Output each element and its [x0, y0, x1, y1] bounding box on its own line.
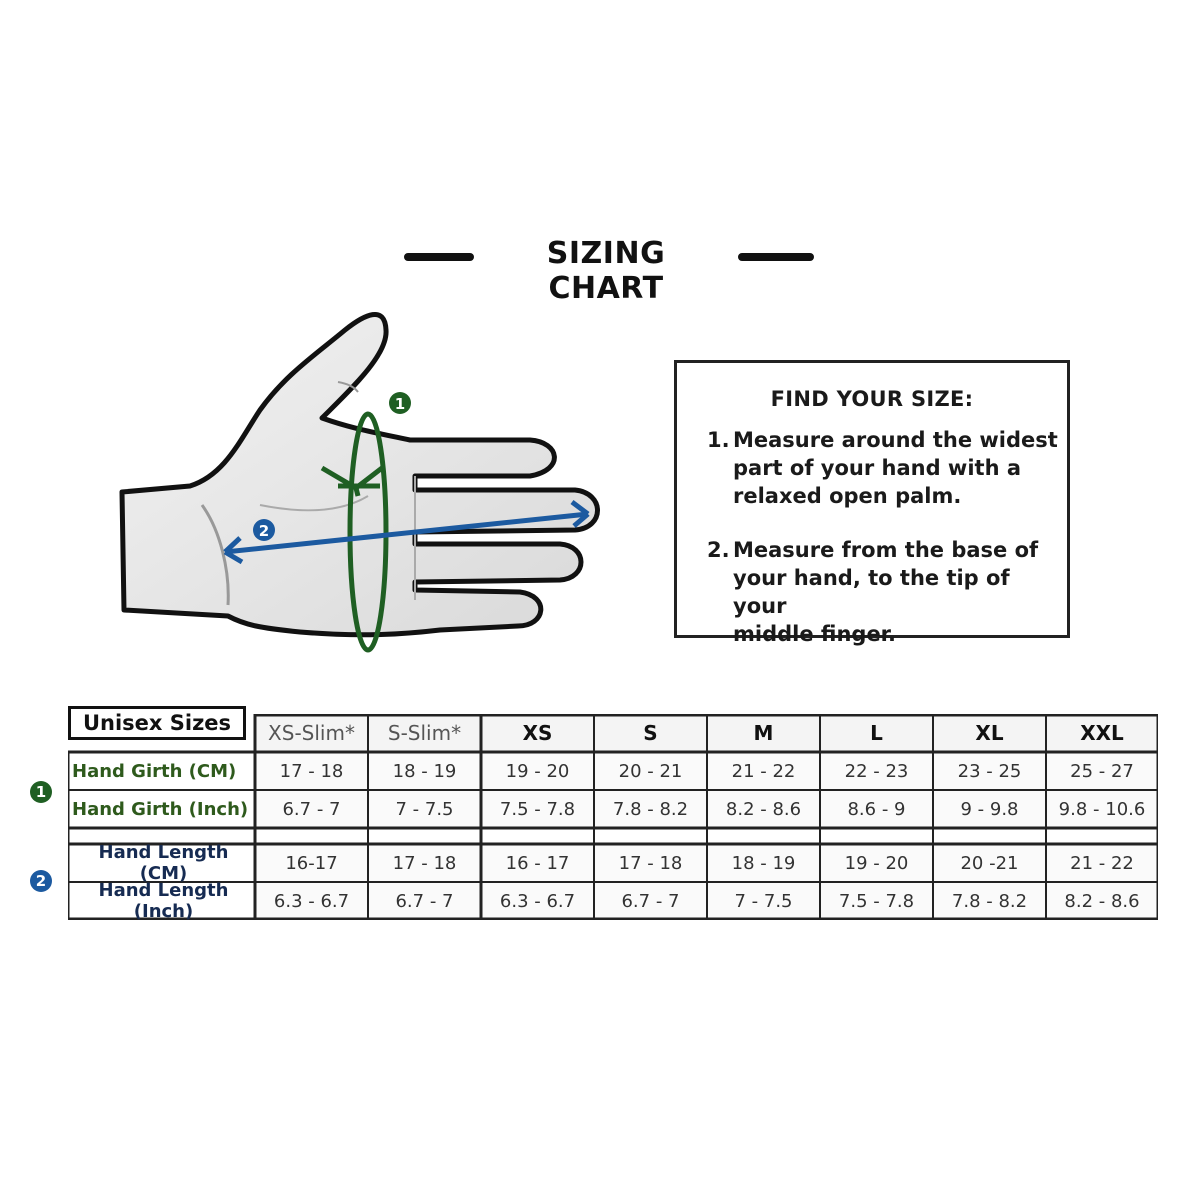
measurement-row-label: Hand Length (CM): [98, 842, 229, 884]
instructions-box: [674, 360, 1070, 646]
size-value-cell: 7.5 - 7.8: [499, 798, 576, 820]
size-value-cell: 17 - 18: [618, 852, 683, 874]
size-value-cell: 22 - 23: [844, 760, 909, 782]
instruction-step-2: [707, 536, 1057, 646]
step-number: 2.: [707, 538, 730, 562]
step-text: Measure from the base of your hand, to the tip of your middle finger.: [733, 538, 1039, 646]
title-decoration-right: [738, 253, 814, 261]
size-value-cell: 7 - 7.5: [734, 890, 793, 912]
size-value-cell: 16 - 17: [505, 852, 570, 874]
step-text: Measure around the widest part of your hand with a relaxed open palm.: [733, 428, 1058, 508]
size-column-header: M: [753, 721, 774, 745]
hand-outline: [122, 314, 598, 634]
size-value-cell: 20 - 21: [618, 760, 683, 782]
girth-marker-label: 1: [394, 395, 406, 413]
size-value-cell: 18 - 19: [392, 760, 457, 782]
girth-group-badge: 1: [30, 781, 52, 803]
size-value-cell: 8.2 - 8.6: [725, 798, 802, 820]
instruction-step-1: [707, 426, 1057, 516]
step-number: 1.: [707, 428, 730, 452]
title-decoration-left: [404, 253, 474, 261]
size-column-header: XS: [522, 721, 553, 745]
size-value-cell: 7 - 7.5: [395, 798, 454, 820]
size-value-cell: 25 - 27: [1070, 760, 1134, 782]
size-value-cell: 7.8 - 8.2: [951, 890, 1028, 912]
measurement-row-label: Hand Length (Inch): [98, 880, 229, 922]
size-value-cell: 6.7 - 7: [395, 890, 454, 912]
page-title: SIZING CHART: [546, 236, 666, 306]
size-value-cell: 21 - 22: [1070, 852, 1134, 874]
size-value-cell: 7.8 - 8.2: [612, 798, 689, 820]
size-value-cell: 8.6 - 9: [847, 798, 906, 820]
size-column-header: L: [870, 721, 883, 745]
size-table: [68, 714, 1158, 920]
measurement-row-label: Hand Girth (Inch): [72, 798, 249, 820]
instructions-heading: FIND YOUR SIZE:: [770, 387, 974, 411]
hand-measurement-diagram: [110, 300, 610, 660]
size-value-cell: 8.2 - 8.6: [1064, 890, 1140, 912]
size-column-header: XL: [975, 721, 1004, 745]
size-value-cell: 19 - 20: [505, 760, 570, 782]
size-value-cell: 6.7 - 7: [282, 798, 341, 820]
size-column-header: XS-Slim*: [268, 721, 355, 745]
table-header-label: Unisex Sizes: [68, 706, 246, 740]
size-value-cell: 6.3 - 6.7: [273, 890, 350, 912]
length-group-badge: 2: [30, 870, 52, 892]
length-marker-label: 2: [258, 522, 270, 540]
size-value-cell: 23 - 25: [957, 760, 1022, 782]
size-column-header: S: [643, 721, 658, 745]
size-value-cell: 6.3 - 6.7: [499, 890, 576, 912]
size-column-header: S-Slim*: [387, 721, 462, 745]
size-value-cell: 9.8 - 10.6: [1058, 798, 1146, 820]
size-value-cell: 18 - 19: [731, 852, 796, 874]
size-value-cell: 17 - 18: [392, 852, 457, 874]
size-value-cell: 7.5 - 7.8: [838, 890, 915, 912]
size-value-cell: 16-17: [285, 852, 338, 874]
measurement-row-label: Hand Girth (CM): [72, 760, 237, 782]
size-value-cell: 9 - 9.8: [960, 798, 1019, 820]
size-value-cell: 17 - 18: [279, 760, 344, 782]
size-value-cell: 21 - 22: [731, 760, 796, 782]
chart-title: [0, 236, 1200, 306]
size-value-cell: 20 -21: [960, 852, 1019, 874]
size-value-cell: 6.7 - 7: [621, 890, 680, 912]
size-column-header: XXL: [1080, 721, 1124, 745]
size-value-cell: 19 - 20: [844, 852, 909, 874]
